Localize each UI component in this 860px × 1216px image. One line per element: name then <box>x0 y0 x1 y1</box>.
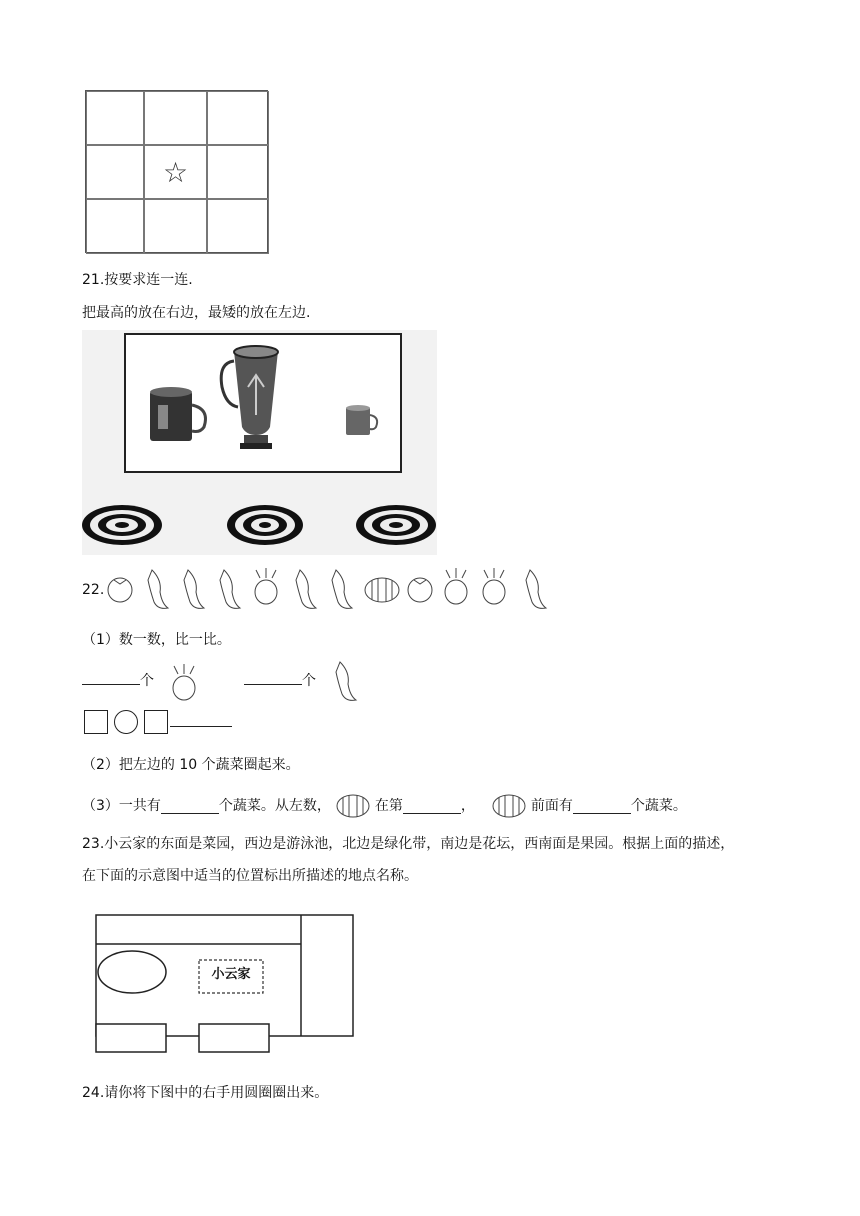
count-unit-2: 个 <box>302 673 316 689</box>
part3-text-a: （3）一共有 <box>82 798 161 814</box>
cups-picture <box>82 330 437 555</box>
compare-circle[interactable] <box>114 710 138 734</box>
q21-title: 21.按要求连一连. <box>82 272 193 288</box>
part3-text-f: 个蔬菜。 <box>630 798 687 814</box>
grid-cell <box>86 91 144 145</box>
radish-icon <box>170 660 200 702</box>
q23-line1: 23.小云家的东面是菜园，西边是游泳池，北边是绿化带，南边是花坛，西南面是果园。根据上面的描述， <box>82 836 735 852</box>
eggplant-icon <box>332 570 352 608</box>
part3-text-e: 前面有 <box>530 798 573 814</box>
vegetable-row <box>102 566 562 610</box>
grid-cell <box>144 91 207 145</box>
eggplant-icon <box>330 658 362 702</box>
eggplant-icon <box>296 570 316 608</box>
pumpkin-icon <box>491 793 527 819</box>
part3-text-c: 在第 <box>374 798 403 814</box>
compare-row <box>84 710 232 734</box>
house-label: 小云家 <box>211 967 251 982</box>
total-blank[interactable] <box>161 799 219 814</box>
count-row <box>82 670 154 691</box>
q22-number: 22. <box>82 582 105 598</box>
compare-blank[interactable] <box>170 712 232 727</box>
count-row-2 <box>244 670 316 691</box>
answer-box-right[interactable] <box>144 710 168 734</box>
eggplant-icon <box>148 570 168 608</box>
q22-part2: （2）把左边的 10 个蔬菜圈起来。 <box>82 757 300 773</box>
grid-cell <box>86 145 144 199</box>
pumpkin-icon <box>335 793 371 819</box>
q24-text: 24.请你将下图中的右手用圆圈圈出来。 <box>82 1085 329 1101</box>
count-unit-1: 个 <box>140 673 154 689</box>
star-icon: ☆ <box>144 145 207 199</box>
grid-cell <box>207 91 269 145</box>
radish-icon <box>445 568 467 604</box>
answer-box-left[interactable] <box>84 710 108 734</box>
before-count-blank[interactable] <box>573 799 631 814</box>
radish-icon <box>255 568 277 604</box>
cups-frame <box>124 333 402 473</box>
part3-text-d: ， <box>460 798 475 814</box>
coaster-middle-icon <box>227 505 303 545</box>
coaster-right-icon <box>356 505 436 545</box>
small-mug-icon <box>346 405 377 435</box>
grid-cell <box>86 199 144 254</box>
q21-instruction: 把最高的放在右边，最矮的放在左边. <box>82 305 311 321</box>
q22-part3 <box>82 793 687 819</box>
cups-illustration <box>126 335 400 471</box>
position-grid <box>85 90 268 253</box>
q22-part1: （1）数一数，比一比。 <box>82 632 231 648</box>
location-map <box>95 914 355 1054</box>
tomato-icon <box>108 578 132 602</box>
coaster-left-icon <box>82 505 162 545</box>
tomato-icon <box>408 578 432 602</box>
radish-count-blank[interactable] <box>82 670 140 685</box>
grid-cell <box>207 199 269 254</box>
pumpkin-icon <box>365 578 399 602</box>
q23-line2: 在下面的示意图中适当的位置标出所描述的地点名称。 <box>82 868 418 884</box>
medium-mug-icon <box>150 387 206 441</box>
eggplant-count-blank[interactable] <box>244 670 302 685</box>
radish-icon <box>483 568 505 604</box>
grid-cell <box>207 145 269 199</box>
grid-cell <box>144 199 207 254</box>
eggplant-icon <box>220 570 240 608</box>
tall-cup-icon <box>221 346 278 449</box>
coasters-row <box>82 495 437 551</box>
position-blank[interactable] <box>403 799 461 814</box>
eggplant-icon <box>184 570 204 608</box>
part3-text-b: 个蔬菜。从左数， <box>218 798 331 814</box>
eggplant-icon <box>526 570 546 608</box>
